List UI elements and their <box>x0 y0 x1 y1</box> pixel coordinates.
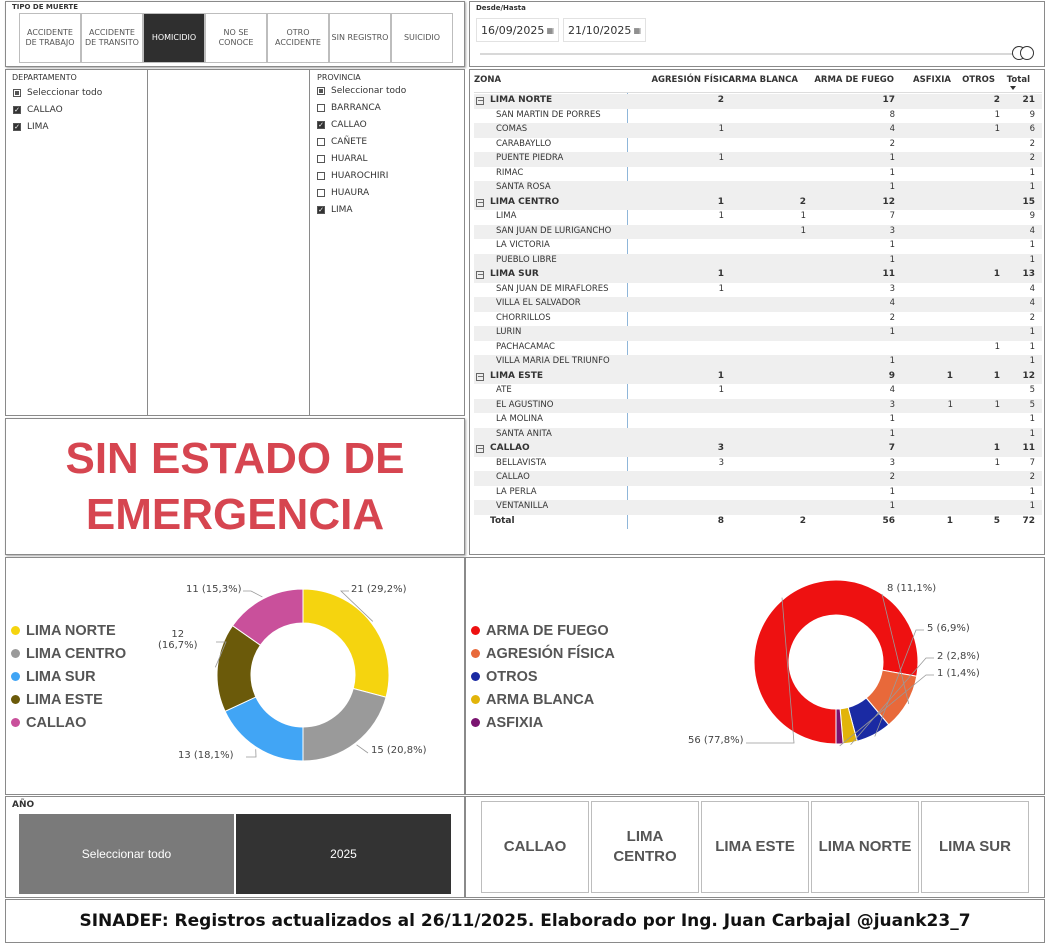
donut-slice[interactable] <box>225 697 303 761</box>
zona-cell <box>496 342 555 352</box>
footer-credits: SINADEF: Registros actualizados al 26/11/2025. Elaborado por Ing. Juan Carbajal @juank23_7 <box>5 899 1045 943</box>
provincia-option[interactable] <box>317 118 367 132</box>
date-slicer-title: Desde/Hasta <box>476 4 526 12</box>
zona-cell <box>496 429 552 439</box>
zona-cell <box>496 226 611 236</box>
provincia-option-label: HUARAL <box>331 154 368 164</box>
zona-cell <box>496 472 530 482</box>
value-cell: 1 <box>889 356 895 366</box>
value-cell: 1 <box>1029 254 1035 265</box>
checkbox-icon[interactable]: ✓ <box>318 205 324 214</box>
zona-label: SAN MARTIN DE PORRES <box>496 109 601 120</box>
departamento-option[interactable] <box>13 86 102 100</box>
legend-label: ASFIXIA <box>486 714 544 731</box>
value-cell: 1 <box>993 370 1000 381</box>
checkbox-icon[interactable] <box>317 87 325 95</box>
matrix-row <box>474 152 1042 167</box>
zona-label: VILLA MARIA DEL TRIUNFO <box>496 356 610 366</box>
value-cell: 1 <box>889 414 895 424</box>
data-label: 8 (11,1%) <box>887 583 937 594</box>
value-cell: 1 <box>1029 486 1035 497</box>
matrix-row <box>474 109 1042 124</box>
value-cell: 1 <box>718 283 724 294</box>
matrix-column-header[interactable]: ARMA DE FUEGO <box>814 75 894 85</box>
value-cell: 4 <box>889 385 895 395</box>
value-cell: 4 <box>889 124 895 134</box>
value-cell: 1 <box>718 385 724 395</box>
departamento-option-label: CALLAO <box>27 105 63 115</box>
date-slicer-panel <box>469 1 1045 67</box>
data-label: 2 (2,8%) <box>937 651 980 662</box>
date-to-input[interactable] <box>563 18 646 42</box>
data-label: 11 (15,3%) <box>186 584 242 595</box>
value-cell: 1 <box>717 370 724 381</box>
zona-cell <box>496 356 610 366</box>
value-cell: 1 <box>1029 167 1035 178</box>
value-cell: 3 <box>889 457 895 468</box>
value-cell: 9 <box>888 370 895 381</box>
anio-select-all-button[interactable]: Seleccionar todo <box>19 814 234 894</box>
departamento-title: DEPARTAMENTO <box>12 73 77 82</box>
checkbox-icon[interactable]: ✓ <box>14 122 20 131</box>
zona-label: CALLAO <box>490 443 530 453</box>
legend-label: LIMA ESTE <box>26 691 103 708</box>
value-cell: 3 <box>889 399 895 410</box>
tipo-muerte-option[interactable]: ACCIDENTE DE TRANSITO <box>81 13 143 63</box>
provincia-option[interactable] <box>317 135 367 149</box>
tipo-muerte-option[interactable]: OTRO ACCIDENTE <box>267 13 329 63</box>
zona-label: SANTA ROSA <box>496 182 551 192</box>
value-cell: 1 <box>717 269 724 279</box>
blank-panel <box>148 69 309 416</box>
matrix-row <box>474 312 1042 327</box>
zona-label: PUEBLO LIBRE <box>496 254 557 265</box>
calendar-icon[interactable]: ▦ <box>546 25 554 35</box>
matrix-column-header[interactable]: Total <box>1006 75 1030 85</box>
zona-donut-panel <box>5 557 465 795</box>
zona-cell <box>496 255 557 265</box>
value-cell: 1 <box>994 399 1000 410</box>
value-cell: 12 <box>882 196 895 207</box>
zona-label: PACHACAMAC <box>496 341 555 352</box>
date-from-input[interactable] <box>476 18 559 42</box>
value-cell: 4 <box>889 298 895 308</box>
provincia-option-label: LIMA <box>331 205 353 215</box>
departamento-slicer <box>5 69 148 416</box>
value-cell: 5 <box>993 515 1000 526</box>
emergency-status-banner <box>5 418 465 555</box>
value-cell: 1 <box>889 254 895 265</box>
value-cell: 21 <box>1022 95 1035 105</box>
value-cell: 2 <box>993 95 1000 105</box>
data-label: 15 (20,8%) <box>371 745 427 756</box>
matrix-row <box>474 181 1042 196</box>
value-cell: 3 <box>718 457 724 468</box>
value-cell: 6 <box>1029 124 1035 134</box>
matrix-row <box>474 167 1042 182</box>
value-cell: 1 <box>889 182 895 192</box>
tipo-muerte-buttons <box>19 13 453 63</box>
legend-label: CALLAO <box>26 714 87 731</box>
zona-cell <box>496 284 609 294</box>
matrix-row <box>474 210 1042 225</box>
legend-label: LIMA SUR <box>26 668 96 685</box>
leader-line <box>357 745 368 753</box>
provincia-option-label: HUAURA <box>331 188 370 198</box>
data-label: 13 (18,1%) <box>178 750 234 761</box>
provincia-option-label: Seleccionar todo <box>331 86 407 96</box>
value-cell: 56 <box>882 515 895 526</box>
value-cell: 12 <box>1022 370 1035 381</box>
collapse-icon[interactable]: − <box>477 371 484 381</box>
value-cell: 2 <box>1029 138 1035 149</box>
checkbox-icon[interactable] <box>317 172 325 180</box>
value-cell: 2 <box>799 515 806 526</box>
data-label: 56 (77,8%) <box>688 735 744 746</box>
zona-label: CARABAYLLO <box>496 138 552 149</box>
value-cell: 1 <box>889 153 895 163</box>
anio-2025-button[interactable]: 2025 <box>236 814 451 894</box>
matrix-group-row[interactable] <box>474 94 1042 109</box>
zona-label: SAN JUAN DE MIRAFLORES <box>496 283 609 294</box>
zona-cell <box>476 95 552 105</box>
value-cell: 1 <box>993 443 1000 453</box>
anio-title: AÑO <box>12 800 35 810</box>
zona-cell <box>476 443 530 453</box>
matrix-column-header[interactable]: ARMA BLANCA <box>728 75 798 85</box>
value-cell: 1 <box>889 486 895 497</box>
legend-label: LIMA NORTE <box>26 622 116 639</box>
matrix-row <box>474 471 1042 486</box>
legend-label: ARMA DE FUEGO <box>486 622 609 639</box>
matrix-row <box>474 500 1042 515</box>
value-cell: 3 <box>889 283 895 294</box>
zona-cell <box>496 168 523 178</box>
zona-filter-button[interactable]: LIMA SUR <box>921 801 1029 893</box>
matrix-column-header[interactable]: ZONA <box>474 75 502 85</box>
value-cell: 2 <box>799 196 806 207</box>
zona-label: CHORRILLOS <box>496 312 551 323</box>
departamento-option-label: Seleccionar todo <box>27 88 103 98</box>
value-cell: 3 <box>889 225 895 236</box>
header-divider <box>474 92 1042 93</box>
zona-cell <box>496 487 537 497</box>
value-cell: 1 <box>1029 240 1035 250</box>
provincia-slicer <box>309 69 465 416</box>
zona-cell <box>496 182 551 192</box>
value-cell: 1 <box>889 428 895 439</box>
checkbox-icon[interactable]: ✓ <box>318 120 324 129</box>
zona-cell <box>496 110 601 120</box>
zona-cell <box>496 400 553 410</box>
zona-cell <box>496 240 550 250</box>
date-slider-handle-end[interactable] <box>1020 46 1034 60</box>
zona-label: LA PERLA <box>496 486 537 497</box>
value-cell: 1 <box>946 515 953 526</box>
value-cell: 1 <box>800 211 806 221</box>
value-cell: 1 <box>1029 428 1035 439</box>
matrix-column-header[interactable]: OTROS <box>962 75 995 85</box>
zona-label: VILLA EL SALVADOR <box>496 298 581 308</box>
matrix-row <box>474 355 1042 370</box>
value-cell: 1 <box>1029 182 1035 192</box>
zona-cell <box>496 153 563 163</box>
zona-filter-button[interactable]: LIMA CENTRO <box>591 801 699 893</box>
provincia-option[interactable] <box>317 186 369 200</box>
zona-cell <box>476 371 543 381</box>
matrix-row <box>474 457 1042 472</box>
legend-label: OTROS <box>486 668 538 685</box>
zona-cell <box>496 298 581 308</box>
value-cell: 1 <box>1029 341 1035 352</box>
matrix-row <box>474 413 1042 428</box>
legend-label: AGRESIÓN FÍSICA <box>486 645 615 662</box>
tipo-muerte-option[interactable]: SIN REGISTRO <box>329 13 391 63</box>
data-label: 12 (16,7%) <box>158 629 198 651</box>
matrix-row <box>474 428 1042 443</box>
checkbox-icon[interactable]: ✓ <box>14 105 20 114</box>
zona-cell <box>496 124 527 134</box>
banner-line-2: EMERGENCIA <box>85 489 385 539</box>
value-cell: 7 <box>888 443 895 453</box>
tipo-muerte-option[interactable]: NO SE CONOCE <box>205 13 267 63</box>
value-cell: 1 <box>993 269 1000 279</box>
zona-label: LA MOLINA <box>496 414 543 424</box>
value-cell: 2 <box>889 312 895 323</box>
departamento-option-label: LIMA <box>27 122 49 132</box>
value-cell: 2 <box>1029 472 1035 482</box>
data-label: 1 (1,4%) <box>937 668 980 679</box>
zona-cell <box>490 516 515 526</box>
zona-label: PUENTE PIEDRA <box>496 153 564 163</box>
matrix-row <box>474 254 1042 269</box>
date-to-value: 21/10/2025 <box>568 23 632 37</box>
leader-line <box>246 749 256 757</box>
matrix-group-row[interactable] <box>474 442 1042 457</box>
tipo-muerte-title: TIPO DE MUERTE <box>12 3 78 11</box>
value-cell: 2 <box>717 95 724 105</box>
checkbox-icon[interactable] <box>13 89 21 97</box>
tipo-muerte-option[interactable]: ACCIDENTE DE TRABAJO <box>19 13 81 63</box>
matrix-row <box>474 486 1042 501</box>
matrix-row <box>474 239 1042 254</box>
value-cell: 7 <box>889 211 895 221</box>
collapse-icon[interactable]: − <box>477 270 484 279</box>
donut-slice[interactable] <box>303 589 389 697</box>
value-cell: 11 <box>1022 443 1035 453</box>
value-cell: 5 <box>1029 385 1035 395</box>
zona-label: BELLAVISTA <box>496 457 547 468</box>
matrix-row <box>474 283 1042 298</box>
zona-filter-button[interactable]: LIMA NORTE <box>811 801 919 893</box>
collapse-icon[interactable]: − <box>477 96 484 105</box>
zona-label: LA VICTORIA <box>496 240 550 250</box>
checkbox-icon[interactable] <box>317 104 325 112</box>
zona-label: SAN JUAN DE LURIGANCHO <box>496 225 612 236</box>
matrix-column-header[interactable]: AGRESIÓN FÍSICA <box>651 75 735 85</box>
matrix-row <box>474 341 1042 356</box>
value-cell: 1 <box>994 124 1000 134</box>
value-cell: 9 <box>1029 211 1035 221</box>
matrix-row <box>474 123 1042 138</box>
provincia-option[interactable] <box>317 84 406 98</box>
zona-label: LIMA NORTE <box>490 95 553 105</box>
value-cell: 8 <box>889 109 895 120</box>
matrix-row <box>474 399 1042 414</box>
value-cell: 4 <box>1029 298 1035 308</box>
provincia-option-label: HUAROCHIRI <box>331 171 389 181</box>
zona-cell <box>496 385 512 395</box>
value-cell: 1 <box>1029 414 1035 424</box>
matrix-row <box>474 297 1042 312</box>
value-cell: 1 <box>994 341 1000 352</box>
value-cell: 1 <box>1029 356 1035 366</box>
zona-label: Total <box>490 515 515 526</box>
zona-cell <box>496 139 551 149</box>
value-cell: 13 <box>1022 269 1035 279</box>
provincia-option-label: BARRANCA <box>331 103 381 113</box>
value-cell: 4 <box>1029 225 1035 236</box>
zona-label: LIMA <box>496 211 517 221</box>
data-label: 21 (29,2%) <box>351 584 407 595</box>
provincia-option-label: CAÑETE <box>331 137 368 147</box>
zona-cell <box>496 211 516 221</box>
value-cell: 1 <box>717 196 724 207</box>
value-cell: 1 <box>994 109 1000 120</box>
banner-line-1: SIN ESTADO DE <box>65 433 405 483</box>
zona-cell <box>476 197 559 207</box>
matrix-column-header[interactable]: ASFIXIA <box>913 75 951 85</box>
zona-label: LIMA CENTRO <box>490 196 560 207</box>
value-cell: 15 <box>1022 196 1035 207</box>
matrix-group-row[interactable] <box>474 268 1042 283</box>
value-cell: 2 <box>889 472 895 482</box>
arma-donut-panel <box>465 557 1045 795</box>
matrix-group-row[interactable] <box>474 370 1042 385</box>
value-cell: 72 <box>1022 515 1035 526</box>
provincia-option[interactable] <box>317 169 388 183</box>
matrix-total-row <box>474 515 1042 530</box>
value-cell: 7 <box>1029 457 1035 468</box>
zona-label: LURIN <box>496 327 522 337</box>
value-cell: 1 <box>718 124 724 134</box>
zona-label: EL AGUSTINO <box>496 399 554 410</box>
value-cell: 5 <box>1029 399 1035 410</box>
provincia-option[interactable] <box>317 101 381 115</box>
matrix-row <box>474 225 1042 240</box>
zona-label: LIMA ESTE <box>490 370 544 381</box>
value-cell: 1 <box>718 211 724 221</box>
value-cell: 1 <box>947 399 953 410</box>
zona-cell <box>476 269 539 279</box>
value-cell: 1 <box>889 327 895 337</box>
date-from-value: 16/09/2025 <box>481 23 545 37</box>
value-cell: 1 <box>994 457 1000 468</box>
matrix-row <box>474 384 1042 399</box>
zona-matrix-table <box>469 69 1045 555</box>
checkbox-icon[interactable] <box>317 138 325 146</box>
value-cell: 1 <box>1029 501 1035 511</box>
value-cell: 1 <box>800 225 806 236</box>
zona-label: COMAS <box>496 124 528 134</box>
value-cell: 11 <box>882 269 895 279</box>
value-cell: 1 <box>1029 327 1035 337</box>
value-cell: 9 <box>1029 109 1035 120</box>
value-cell: 1 <box>889 240 895 250</box>
provincia-option-label: CALLAO <box>331 120 367 130</box>
value-cell: 2 <box>1029 153 1035 163</box>
value-cell: 1 <box>946 370 953 381</box>
zona-label: ATE <box>496 385 512 395</box>
matrix-group-row[interactable] <box>474 196 1042 211</box>
provincia-option[interactable] <box>317 203 353 217</box>
legend-label: LIMA CENTRO <box>26 645 127 662</box>
zona-cell <box>496 313 551 323</box>
zona-label: CALLAO <box>496 472 530 482</box>
checkbox-icon[interactable] <box>317 155 325 163</box>
zona-cell <box>496 414 543 424</box>
zona-label: VENTANILLA <box>496 501 549 511</box>
checkbox-icon[interactable] <box>317 189 325 197</box>
provincia-title: PROVINCIA <box>317 73 361 82</box>
matrix-row <box>474 138 1042 153</box>
zona-cell <box>496 501 548 511</box>
data-label: 5 (6,9%) <box>927 623 970 634</box>
collapse-icon[interactable]: − <box>477 444 484 453</box>
zona-label: RIMAC <box>496 167 524 178</box>
value-cell: 8 <box>717 515 724 526</box>
matrix-row <box>474 326 1042 341</box>
legend-label: ARMA BLANCA <box>486 691 595 708</box>
tipo-muerte-panel <box>5 1 465 67</box>
value-cell: 2 <box>889 138 895 149</box>
value-cell: 4 <box>1029 283 1035 294</box>
value-cell: 2 <box>1029 312 1035 323</box>
value-cell: 1 <box>889 501 895 511</box>
departamento-option[interactable] <box>13 120 49 134</box>
zona-filter-button[interactable]: LIMA ESTE <box>701 801 809 893</box>
leader-line <box>243 591 262 597</box>
zona-cell <box>496 327 521 337</box>
collapse-icon[interactable]: − <box>477 197 484 207</box>
tipo-muerte-option[interactable]: HOMICIDIO <box>143 13 205 63</box>
zona-filter-button[interactable]: CALLAO <box>481 801 589 893</box>
value-cell: 1 <box>718 153 724 163</box>
date-slider-track[interactable] <box>480 53 1025 55</box>
zona-cell <box>496 458 546 468</box>
value-cell: 1 <box>889 167 895 178</box>
calendar-icon[interactable]: ▦ <box>633 25 641 35</box>
departamento-option[interactable] <box>13 103 63 117</box>
zona-label: SANTA ANITA <box>496 428 552 439</box>
zona-label: LIMA SUR <box>490 269 539 279</box>
sort-desc-icon[interactable] <box>1010 86 1016 90</box>
value-cell: 17 <box>882 95 895 105</box>
value-cell: 3 <box>717 443 724 453</box>
tipo-muerte-option[interactable]: SUICIDIO <box>391 13 453 63</box>
provincia-option[interactable] <box>317 152 368 166</box>
